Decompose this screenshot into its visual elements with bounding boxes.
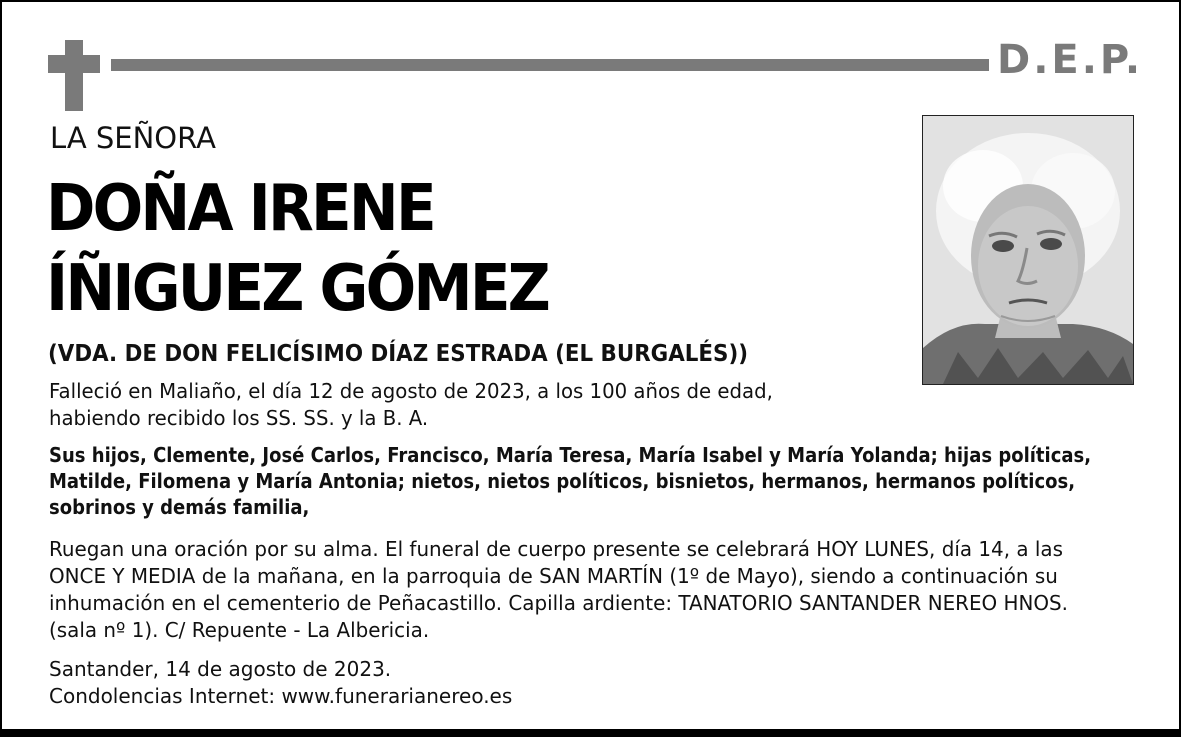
- family-line: Matilde, Filomena y María Antonia; nietos, nietos políticos, bisnietos, hermanos, hermanos políticos,: [49, 469, 1076, 493]
- dep-label: D.E.P.: [997, 37, 1144, 83]
- funeral-line: (sala nº 1). C/ Repuente - La Albericia.: [49, 618, 430, 642]
- death-line: Falleció en Maliaño, el día 12 de agosto de 2023, a los 100 años de edad,: [49, 379, 773, 403]
- bottom-rule: [2, 729, 1179, 737]
- funeral-line: inhumación en el cementerio de Peñacastillo. Capilla ardiente: TANATORIO SANTANDER NEREO HNOS.: [49, 591, 1069, 615]
- header-rule: [111, 59, 989, 71]
- funeral-line: ONCE Y MEDIA de la mañana, en la parroquia de SAN MARTÍN (1º de Mayo), siendo a continuación su: [49, 564, 1058, 588]
- deceased-name-line-2: ÍÑIGUEZ GÓMEZ: [46, 252, 549, 326]
- widow-of-line: (VDA. DE DON FELICÍSIMO DÍAZ ESTRADA (EL BURGALÉS)): [48, 341, 748, 367]
- honorific: LA SEÑORA: [50, 121, 216, 155]
- funeral-paragraph: [49, 536, 1068, 644]
- death-line: habiendo recibido los SS. SS. y la B. A.: [49, 406, 429, 430]
- family-paragraph: [49, 442, 1091, 520]
- portrait-illustration: [923, 116, 1133, 384]
- cross-vertical-bar: [65, 40, 83, 111]
- deceased-name-line-1: DOÑA IRENE: [46, 172, 434, 246]
- closing-paragraph: [49, 656, 512, 710]
- funeral-line: Ruegan una oración por su alma. El funeral de cuerpo presente se celebrará HOY LUNES, día 14, a las: [49, 537, 1063, 561]
- family-line: Sus hijos, Clemente, José Carlos, Francisco, María Teresa, María Isabel y María Yolanda; hijas políticas,: [49, 443, 1092, 467]
- place-date: Santander, 14 de agosto de 2023.: [49, 657, 392, 681]
- condolences-line: Condolencias Internet: www.funerarianereo.es: [49, 684, 513, 708]
- death-paragraph: [49, 378, 773, 432]
- cross-horizontal-bar: [48, 55, 100, 73]
- family-line: sobrinos y demás familia,: [49, 495, 310, 519]
- deceased-portrait-photo: [922, 115, 1134, 385]
